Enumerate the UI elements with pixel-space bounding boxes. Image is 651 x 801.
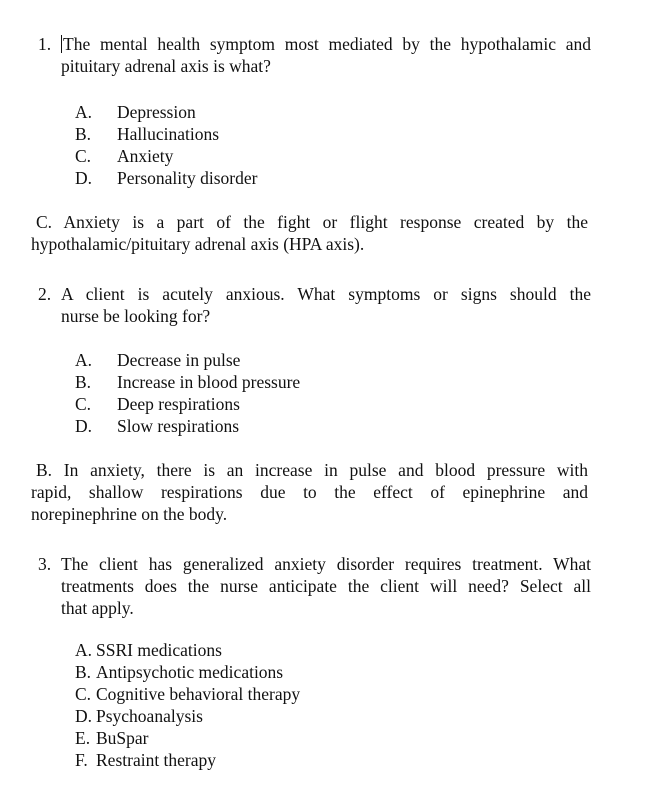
option-b: B. Antipsychotic medications: [75, 662, 284, 682]
option-a: A. Decrease in pulse: [75, 350, 241, 370]
answer-line: norepinephrine on the body.: [31, 504, 228, 524]
question-text-line: A client is acutely anxious. What symptoms or signs should the: [61, 284, 591, 304]
answer-line: C. Anxiety is a part of the fight or flight response created by the: [36, 212, 588, 232]
question-text-line: pituitary adrenal axis is what?: [61, 56, 271, 76]
question-number: 3.: [38, 554, 52, 574]
option-text: Hallucinations: [117, 124, 220, 144]
option-text: Anxiety: [117, 146, 174, 166]
option-c: C. Anxiety: [75, 146, 174, 166]
question-text-line[interactable]: The mental health symptom most mediated by the hypothalamic and: [63, 34, 591, 54]
option-text: Psychoanalysis: [96, 706, 203, 726]
option-text: Deep respirations: [117, 394, 240, 414]
question-number: 2.: [38, 284, 52, 304]
option-text: SSRI medications: [96, 640, 222, 660]
option-text: Decrease in pulse: [117, 350, 241, 370]
option-text: Restraint therapy: [96, 750, 217, 770]
question-text-line: that apply.: [61, 598, 134, 618]
question-number: 1.: [38, 34, 52, 54]
option-b: B. Hallucinations: [75, 124, 220, 144]
option-c: C. Deep respirations: [75, 394, 240, 414]
option-text: Depression: [117, 102, 196, 122]
answer-1: [31, 211, 588, 255]
option-d: D. Slow respirations: [75, 416, 240, 436]
option-text: BuSpar: [96, 728, 149, 748]
option-c: C. Cognitive behavioral therapy: [75, 684, 301, 704]
option-text: Increase in blood pressure: [117, 372, 301, 392]
option-text: Cognitive behavioral therapy: [96, 684, 301, 704]
question-1: [38, 33, 591, 77]
option-f: F. Restraint therapy: [75, 750, 217, 770]
question-text-line: The client has generalized anxiety disorder requires treatment. What: [61, 554, 591, 574]
answer-line: hypothalamic/pituitary adrenal axis (HPA axis).: [31, 234, 365, 254]
option-a: A. Depression: [75, 102, 196, 122]
option-text: Personality disorder: [117, 168, 258, 188]
option-b: B. Increase in blood pressure: [75, 372, 301, 392]
option-e: E. BuSpar: [75, 728, 149, 748]
option-d: D. Psychoanalysis: [75, 706, 203, 726]
option-a: A. SSRI medications: [75, 640, 222, 660]
question-3: [38, 553, 591, 619]
answer-2: [31, 459, 588, 525]
answer-line: rapid, shallow respirations due to the effect of epinephrine and: [31, 482, 588, 502]
option-d: D. Personality disorder: [75, 168, 258, 188]
answer-line: B. In anxiety, there is an increase in pulse and blood pressure with: [36, 460, 588, 480]
text-cursor: [61, 35, 62, 53]
question-text-line: treatments does the nurse anticipate the client will need? Select all: [61, 576, 591, 596]
option-text: Slow respirations: [117, 416, 240, 436]
question-2: [38, 283, 591, 327]
option-text: Antipsychotic medications: [96, 662, 284, 682]
question-text-line: nurse be looking for?: [61, 306, 211, 326]
